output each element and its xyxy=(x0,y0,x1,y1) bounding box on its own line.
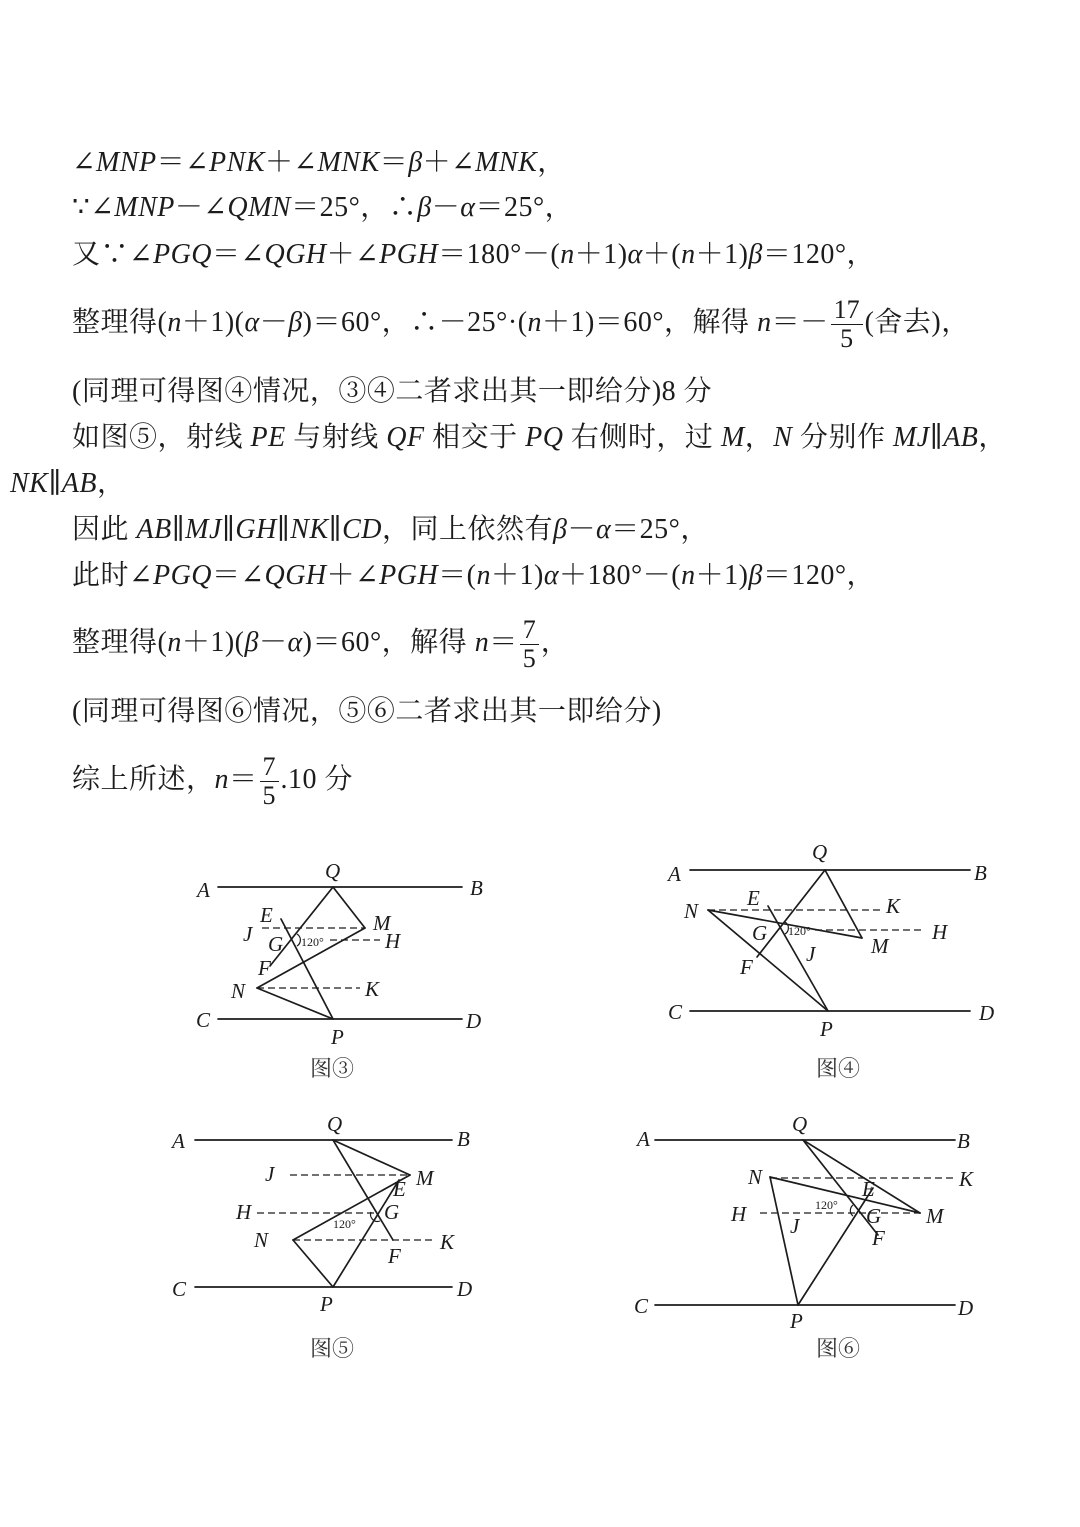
math-variable: PNK xyxy=(209,147,266,178)
text-run: ，同上依然有 xyxy=(381,514,553,545)
fraction-denominator: 5 xyxy=(840,324,854,353)
text-run: －∠ xyxy=(174,192,228,223)
text-run: (舍去)， xyxy=(864,306,970,338)
text-run: ∥ xyxy=(328,514,343,545)
math-variable: PGH xyxy=(379,560,439,591)
fraction-denominator: 5 xyxy=(522,644,536,673)
math-variable: β xyxy=(288,306,303,338)
point-label-p: P xyxy=(820,1017,833,1041)
point-label-p: P xyxy=(331,1025,344,1049)
text-run: ＋1) xyxy=(695,560,749,591)
point-label-j: J xyxy=(806,942,816,966)
point-label-c: C xyxy=(196,1008,211,1032)
point-label-m: M xyxy=(926,1204,944,1228)
point-label-a: A xyxy=(197,878,210,902)
segment-qm xyxy=(333,1140,410,1175)
text-run: ∥ xyxy=(276,514,291,545)
math-variable: PQ xyxy=(525,422,564,453)
point-label-c: C xyxy=(668,1000,683,1024)
point-label-g: G xyxy=(752,921,768,945)
point-label-q: Q xyxy=(327,1112,343,1136)
text-run: (同理可得图⑥情况，⑤⑥二者求出其一即给分) xyxy=(72,696,662,727)
text-run: 因此 xyxy=(72,514,137,545)
text-run: ＋1) xyxy=(574,239,628,270)
point-label-a: A xyxy=(172,1129,185,1153)
text-run: ＋1)＝60°，解得 xyxy=(542,306,758,338)
point-label-d: D xyxy=(466,1009,482,1033)
text-run: 综上所述， xyxy=(72,763,215,795)
math-variable: n xyxy=(527,306,543,338)
text-run: ＝120°， xyxy=(762,560,876,591)
point-label-n: N xyxy=(684,899,699,923)
point-label-b: B xyxy=(974,861,987,885)
text-run: ＋1) xyxy=(491,560,544,591)
math-variable: M xyxy=(720,422,745,453)
text-run: ＝∠ xyxy=(156,147,210,178)
segment-qm xyxy=(825,870,862,938)
math-variable: α xyxy=(595,514,612,545)
point-label-b: B xyxy=(957,1129,970,1153)
math-variable: α xyxy=(627,239,643,270)
text-run: ＝25°，∴ xyxy=(291,192,418,223)
math-variable: MNK xyxy=(317,147,380,178)
ray-pe xyxy=(281,919,333,1019)
point-label-p: P xyxy=(790,1309,803,1333)
math-variable: QGH xyxy=(264,560,327,591)
text-run: ＋1)( xyxy=(181,306,245,338)
math-variable: α xyxy=(460,192,476,223)
text-run: 整理得( xyxy=(72,306,168,338)
angle-label: 120° xyxy=(301,935,324,949)
math-variable: n xyxy=(757,306,772,338)
math-variable: n xyxy=(476,560,491,591)
fraction-numerator: 7 xyxy=(260,753,279,782)
text-run: ， xyxy=(537,147,566,178)
figure-caption: 图⑤ xyxy=(309,1336,355,1361)
point-label-q: Q xyxy=(792,1112,808,1136)
point-label-e: E xyxy=(393,1177,406,1201)
text-run: 分别作 xyxy=(792,422,893,453)
text-run: 相交于 xyxy=(424,422,526,453)
text-run: 与射线 xyxy=(285,422,387,453)
point-label-f: F xyxy=(740,955,753,979)
point-label-f: F xyxy=(388,1244,401,1268)
point-label-p: P xyxy=(320,1292,333,1316)
figure-6 xyxy=(634,1112,974,1361)
point-label-c: C xyxy=(172,1277,187,1301)
text-run: ＝ xyxy=(489,626,518,658)
math-variable: NK xyxy=(290,514,329,545)
math-variable: β xyxy=(552,514,568,545)
angle-arc xyxy=(297,934,300,946)
text-run: ＝120°， xyxy=(762,239,876,270)
point-label-e: E xyxy=(862,1177,875,1201)
text-run: ， xyxy=(540,626,570,658)
point-label-d: D xyxy=(958,1296,974,1320)
figure-5 xyxy=(170,1112,472,1361)
text-run: ＝ xyxy=(229,763,258,795)
math-variable: AB xyxy=(136,514,172,545)
text-run: ∥ xyxy=(48,468,62,499)
point-label-a: A xyxy=(668,862,681,886)
math-variable: n xyxy=(560,239,575,270)
math-variable: QGH xyxy=(264,239,327,270)
angle-label: 120° xyxy=(333,1217,356,1231)
math-variable: n xyxy=(474,626,490,658)
text-run: ＋∠ xyxy=(265,147,318,178)
figure-4 xyxy=(666,840,994,1081)
angle-label: 120° xyxy=(815,1198,838,1212)
point-label-j: J xyxy=(265,1162,275,1186)
text-run: ∥ xyxy=(929,422,944,453)
point-label-n: N xyxy=(254,1228,269,1252)
math-variable: PGQ xyxy=(152,560,213,591)
text-run: － xyxy=(431,192,461,223)
text-run: .10 分 xyxy=(280,763,354,795)
fraction-numerator: 17 xyxy=(831,296,863,325)
angle-arc xyxy=(850,1205,853,1216)
math-variable: β xyxy=(748,239,763,270)
text-run: ＋∠ xyxy=(422,147,476,178)
text-run: )＝60°，∴－25°·( xyxy=(302,306,528,338)
point-label-b: B xyxy=(470,876,483,900)
point-label-q: Q xyxy=(812,840,828,864)
point-label-b: B xyxy=(457,1127,470,1151)
text-run: ∥ xyxy=(221,514,236,545)
text-run: － xyxy=(259,306,289,338)
segment-np xyxy=(770,1177,798,1305)
text-run: ， xyxy=(744,422,774,453)
math-variable: MJ xyxy=(185,514,222,545)
point-label-d: D xyxy=(979,1001,995,1025)
figure-caption: 图⑥ xyxy=(815,1336,861,1361)
math-variable: n xyxy=(681,239,696,270)
text-run: ＝25°， xyxy=(611,514,709,545)
text-run: ＋180°－( xyxy=(559,560,682,591)
math-variable: AB xyxy=(61,468,98,499)
segment-nm xyxy=(770,1177,920,1213)
point-label-m: M xyxy=(871,934,889,958)
math-variable: MNP xyxy=(114,192,175,223)
text-run: ， xyxy=(978,422,1007,453)
text-run: 如图⑤，射线 xyxy=(72,422,251,453)
figure-caption: 图④ xyxy=(815,1056,861,1081)
fraction-numerator: 7 xyxy=(520,616,539,645)
point-label-j: J xyxy=(790,1214,800,1238)
point-label-d: D xyxy=(457,1277,473,1301)
text-run: ＝∠ xyxy=(212,239,265,270)
point-label-f: F xyxy=(258,956,271,980)
text-run: (同理可得图④情况，③④二者求出其一即给分)8 分 xyxy=(72,376,713,407)
point-label-q: Q xyxy=(325,859,341,883)
text-run: ∥ xyxy=(171,514,186,545)
text-run: ＝( xyxy=(438,560,477,591)
math-variable: PGQ xyxy=(152,239,213,270)
math-variable: NK xyxy=(10,468,49,499)
text-run: 右侧时，过 xyxy=(563,422,721,453)
point-label-h: H xyxy=(385,929,401,953)
text-run: ， xyxy=(97,468,126,499)
math-variable: GH xyxy=(235,514,277,545)
text-run: ＋∠ xyxy=(326,239,380,270)
math-variable: α xyxy=(244,306,260,338)
text-run: 整理得( xyxy=(72,626,168,658)
point-label-h: H xyxy=(236,1200,252,1224)
text-run: ＝∠ xyxy=(212,560,265,591)
math-variable: β xyxy=(748,560,763,591)
point-label-g: G xyxy=(384,1200,400,1224)
text-run: ＝－ xyxy=(771,306,829,338)
math-variable: α xyxy=(543,560,560,591)
point-label-h: H xyxy=(731,1202,747,1226)
angle-label: 120° xyxy=(788,924,811,938)
point-label-j: J xyxy=(243,922,253,946)
point-label-n: N xyxy=(231,979,246,1003)
segment-np xyxy=(293,1240,333,1287)
text-run: 此时∠ xyxy=(72,560,153,591)
text-run: ∵∠ xyxy=(72,192,115,223)
point-label-k: K xyxy=(959,1167,974,1191)
segment-qm xyxy=(333,887,365,928)
text-run: 又∵∠ xyxy=(72,239,153,270)
math-variable: n xyxy=(167,626,182,658)
segment-np xyxy=(257,988,333,1019)
math-variable: β xyxy=(244,626,259,658)
math-variable: MNP xyxy=(95,147,157,178)
text-run: － xyxy=(258,626,288,658)
point-label-n: N xyxy=(748,1165,763,1189)
text-run: ＝25°， xyxy=(475,192,574,223)
text-run: － xyxy=(567,514,596,545)
point-label-e: E xyxy=(747,886,760,910)
figure-3 xyxy=(195,859,483,1081)
point-label-m: M xyxy=(416,1166,434,1190)
math-variable: QMN xyxy=(227,192,292,223)
point-label-k: K xyxy=(886,894,901,918)
fraction-denominator: 5 xyxy=(262,781,276,810)
point-label-m: M xyxy=(373,911,391,935)
math-variable: MNK xyxy=(475,147,538,178)
math-variable: β xyxy=(417,192,432,223)
point-label-k: K xyxy=(440,1230,455,1254)
math-variable: n xyxy=(167,306,182,338)
point-label-a: A xyxy=(637,1127,650,1151)
text-run: ＋∠ xyxy=(326,560,380,591)
math-variable: MJ xyxy=(892,422,930,453)
math-variable: QF xyxy=(386,422,425,453)
point-label-c: C xyxy=(634,1294,649,1318)
text-run: )＝60°，解得 xyxy=(302,626,475,658)
text-run: ＋1) xyxy=(695,239,749,270)
point-label-g: G xyxy=(268,932,284,956)
math-variable: CD xyxy=(342,514,382,545)
math-variable: n xyxy=(681,560,696,591)
math-variable: PE xyxy=(250,422,286,453)
point-label-f: F xyxy=(872,1226,885,1250)
math-variable: AB xyxy=(943,422,979,453)
point-label-k: K xyxy=(365,977,380,1001)
ray-pe xyxy=(768,906,828,1011)
math-variable: PGH xyxy=(379,239,439,270)
text-run: ＋1)( xyxy=(181,626,245,658)
figure-caption: 图③ xyxy=(309,1056,355,1081)
math-variable: α xyxy=(287,626,303,658)
text-run: ＝180°－( xyxy=(438,239,561,270)
point-label-e: E xyxy=(260,903,273,927)
math-variable: β xyxy=(408,147,423,178)
text-run: ＝ xyxy=(379,147,409,178)
math-variable: n xyxy=(214,763,230,795)
math-variable: N xyxy=(773,422,793,453)
text-run: ＋( xyxy=(642,239,682,270)
point-label-h: H xyxy=(932,920,948,944)
text-run: ∠ xyxy=(72,147,96,178)
point-label-g: G xyxy=(866,1204,882,1228)
